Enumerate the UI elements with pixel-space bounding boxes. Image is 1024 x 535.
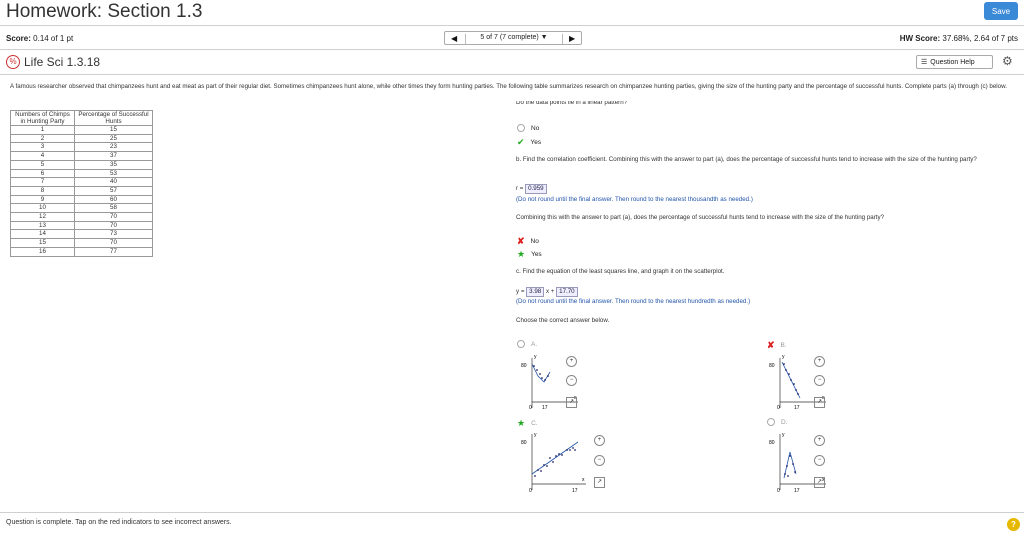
y-axis-label: y [534, 354, 537, 360]
x-axis-label: x [822, 477, 825, 483]
slope-answer-box[interactable]: 3.98 [526, 287, 544, 297]
data-point [566, 449, 568, 451]
correct-star-icon: ★ [517, 249, 526, 259]
x-tick: 17 [794, 488, 800, 494]
part-a-option-no[interactable] [517, 124, 539, 132]
hw-score-label: HW Score: [899, 34, 941, 43]
table-row [11, 178, 153, 187]
partial-credit-icon: % [6, 55, 20, 69]
part-b-hint: (Do not round until the final answer. Then round to the nearest thousandth as needed.) [516, 196, 753, 203]
cell-success-pct: 77 [75, 247, 153, 256]
option-a-label: A. [531, 340, 538, 348]
score [6, 34, 73, 43]
y-tick: 80 [769, 363, 775, 369]
data-table [10, 110, 153, 257]
incorrect-x-icon[interactable]: ✘ [517, 236, 525, 246]
y-tick: 80 [521, 363, 527, 369]
part-b-question: b. Find the correlation coefficient. Combining this with the answer to part (a), does the percentage of successful hunts tend to increase with the size of the hunting party? [516, 156, 977, 163]
x-tick: 17 [542, 405, 548, 411]
table-row [11, 247, 153, 256]
data-point [533, 365, 535, 367]
data-point [574, 449, 576, 451]
zoom-out-icon[interactable]: − [814, 375, 825, 386]
data-point [555, 455, 557, 457]
data-point [561, 454, 563, 456]
data-point [785, 369, 787, 371]
hw-score [900, 34, 1018, 43]
gear-icon[interactable]: ⚙ [1002, 54, 1013, 68]
cell-success-pct: 60 [75, 195, 153, 204]
table-row [11, 160, 153, 169]
radio-icon[interactable] [517, 340, 525, 348]
zoom-out-icon[interactable]: − [594, 455, 605, 466]
cell-success-pct: 37 [75, 152, 153, 161]
data-point [540, 470, 542, 472]
r-answer [516, 184, 547, 194]
y-label: y = [516, 288, 525, 295]
cell-party-size: 9 [11, 195, 75, 204]
data-point [790, 379, 792, 381]
cell-party-size: 14 [11, 230, 75, 239]
cell-party-size: 8 [11, 186, 75, 195]
cell-success-pct: 57 [75, 186, 153, 195]
data-point [541, 377, 543, 379]
option-b[interactable] [767, 340, 787, 351]
data-point [543, 464, 545, 466]
x-axis-label: x [574, 395, 577, 401]
r-answer-box[interactable]: 0.959 [525, 184, 546, 194]
page-title: Homework: Section 1.3 [6, 1, 203, 22]
data-point [549, 457, 551, 459]
part-c-question: c. Find the equation of the least squares line, and graph it on the scatterplot. [516, 268, 725, 275]
y-tick: 80 [769, 440, 775, 446]
table-row [11, 126, 153, 135]
origin-tick: 0 [777, 488, 780, 494]
status-message: Question is complete. Tap on the red indicators to see incorrect answers. [6, 519, 232, 526]
zoom-out-icon[interactable]: − [814, 455, 825, 466]
data-point [552, 461, 554, 463]
table-row [11, 204, 153, 213]
cell-party-size: 13 [11, 221, 75, 230]
data-point [793, 383, 795, 385]
data-point [558, 453, 560, 455]
cell-party-size: 12 [11, 213, 75, 222]
part-b-option-yes[interactable] [517, 249, 542, 260]
question-help-label: Question Help [930, 58, 975, 66]
part-a-option-yes[interactable] [517, 137, 541, 148]
cell-party-size: 15 [11, 239, 75, 248]
cell-success-pct: 15 [75, 126, 153, 135]
choose-label: Choose the correct answer below. [516, 317, 610, 324]
table-row [11, 134, 153, 143]
data-point [783, 363, 785, 365]
table-row [11, 169, 153, 178]
y-axis-label: y [534, 432, 537, 438]
part-b-combine: Combining this with the answer to part (a), does the percentage of successful hunts tend to increase with the size of the hunting party? [516, 214, 885, 221]
incorrect-x-icon[interactable]: ✘ [767, 340, 775, 350]
part-a-yes-label: Yes [530, 139, 542, 146]
radio-icon[interactable] [767, 418, 775, 426]
part-b-option-no[interactable] [517, 236, 539, 247]
cell-party-size: 5 [11, 160, 75, 169]
part-a-question-cut: Do the data points lie in a linear pattern? [516, 101, 628, 106]
data-point [797, 393, 799, 395]
prev-question-icon[interactable]: ◀ [451, 34, 458, 43]
cell-success-pct: 73 [75, 230, 153, 239]
question-title [6, 55, 100, 69]
x-axis-label: x [822, 395, 825, 401]
data-point [536, 369, 538, 371]
data-point [572, 447, 574, 449]
option-d[interactable] [767, 418, 788, 426]
divider [0, 512, 1024, 513]
open-graph-icon[interactable]: ↗ [566, 397, 577, 408]
cell-party-size: 3 [11, 143, 75, 152]
zoom-in-icon[interactable]: + [814, 435, 825, 446]
y-axis-label: y [782, 354, 785, 360]
option-c-graph [518, 430, 590, 496]
table-header-chimps: Numbers of Chimps in Hunting Party [11, 111, 75, 126]
table-row [11, 152, 153, 161]
option-c-label: C. [531, 420, 538, 427]
table-header-percentage: Percentage of Successful Hunts [75, 111, 153, 126]
zoom-in-icon[interactable]: + [566, 356, 577, 367]
cell-success-pct: 23 [75, 143, 153, 152]
list-icon: ☰ [921, 59, 928, 66]
zoom-out-icon[interactable]: − [566, 375, 577, 386]
part-a-no-label: No [531, 124, 540, 132]
x-tick: 17 [572, 488, 578, 494]
table-row [11, 143, 153, 152]
score-value: 0.14 of 1 pt [33, 34, 74, 43]
data-point [544, 379, 546, 381]
cell-success-pct: 70 [75, 221, 153, 230]
origin-tick: 0 [529, 488, 532, 494]
data-point [795, 389, 797, 391]
data-point [788, 373, 790, 375]
cell-success-pct: 40 [75, 178, 153, 187]
radio-icon[interactable] [517, 124, 525, 132]
data-point [534, 475, 536, 477]
data-point [792, 463, 794, 465]
data-point [789, 455, 791, 457]
x-tick: 17 [794, 405, 800, 411]
part-b-no-label: No [530, 238, 539, 245]
x-axis-label: x [582, 477, 585, 483]
r-label: r = [516, 185, 524, 192]
open-graph-icon[interactable]: ↗ [594, 477, 605, 488]
zoom-in-icon[interactable]: + [594, 435, 605, 446]
next-question-icon[interactable]: ▶ [569, 34, 576, 43]
equation-answer [516, 287, 578, 297]
cell-success-pct: 25 [75, 134, 153, 143]
option-c[interactable] [517, 418, 538, 429]
fit-line [532, 364, 550, 382]
cell-success-pct: 58 [75, 204, 153, 213]
open-graph-icon[interactable]: ↗ [814, 397, 825, 408]
data-point [547, 375, 549, 377]
table-row [11, 221, 153, 230]
cell-party-size: 6 [11, 169, 75, 178]
cell-success-pct: 70 [75, 239, 153, 248]
part-c-hint: (Do not round until the final answer. Then round to the nearest hundredth as needed.) [516, 298, 751, 305]
data-point [787, 475, 789, 477]
data-point [786, 465, 788, 467]
part-b-yes-label: Yes [531, 251, 542, 258]
divider [0, 25, 1024, 26]
origin-tick: 0 [529, 405, 532, 411]
cell-success-pct: 70 [75, 213, 153, 222]
x-plus-label: x + [545, 288, 555, 295]
option-b-label: B. [780, 342, 787, 349]
cell-party-size: 4 [11, 152, 75, 161]
data-point [546, 465, 548, 467]
question-selector[interactable]: 5 of 7 (7 complete) ▼ [465, 34, 563, 44]
question-name: Life Sci 1.3.18 [24, 55, 101, 69]
data-point [784, 473, 786, 475]
cell-success-pct: 53 [75, 169, 153, 178]
question-intro: A famous researcher observed that chimpanzees hunt and eat meat as part of their regular diet. Sometimes chimpanzees hunt alone, while other times they form hunting parties. The following table summarizes research on chimpanzee hunting parties, giving the size of the hunting party and the percentage of successful hunts. Complete parts (a) through (c) below. [10, 83, 1007, 90]
cell-party-size: 16 [11, 247, 75, 256]
question-navigator [444, 31, 582, 45]
y-axis-label: y [782, 432, 785, 438]
option-d-label: D. [781, 418, 788, 426]
table-row [11, 195, 153, 204]
score-label: Score: [6, 34, 31, 43]
cell-success-pct: 35 [75, 160, 153, 169]
save-button[interactable]: Save [984, 2, 1018, 20]
origin-tick: 0 [777, 405, 780, 411]
correct-check-icon: ✔ [517, 137, 525, 147]
table-row [11, 230, 153, 239]
open-graph-icon[interactable]: ↗ [814, 477, 825, 488]
cell-party-size: 2 [11, 134, 75, 143]
hw-score-value: 37.68%, 2.64 of 7 pts [942, 34, 1018, 43]
y-tick: 80 [521, 440, 527, 446]
table-row [11, 239, 153, 248]
data-point [539, 373, 541, 375]
fit-line [532, 442, 578, 474]
help-icon[interactable]: ? [1007, 518, 1020, 531]
divider [0, 49, 1024, 50]
data-point [569, 449, 571, 451]
cell-party-size: 1 [11, 126, 75, 135]
divider [0, 74, 1024, 75]
cell-party-size: 10 [11, 204, 75, 213]
zoom-in-icon[interactable]: + [814, 356, 825, 367]
option-a[interactable] [517, 340, 537, 348]
table-row [11, 186, 153, 195]
cell-party-size: 7 [11, 178, 75, 187]
data-point [537, 469, 539, 471]
table-row [11, 213, 153, 222]
correct-star-icon: ★ [517, 418, 526, 428]
question-help-button[interactable] [916, 55, 993, 69]
intercept-answer-box[interactable]: 17.70 [556, 287, 577, 297]
data-point [794, 471, 796, 473]
